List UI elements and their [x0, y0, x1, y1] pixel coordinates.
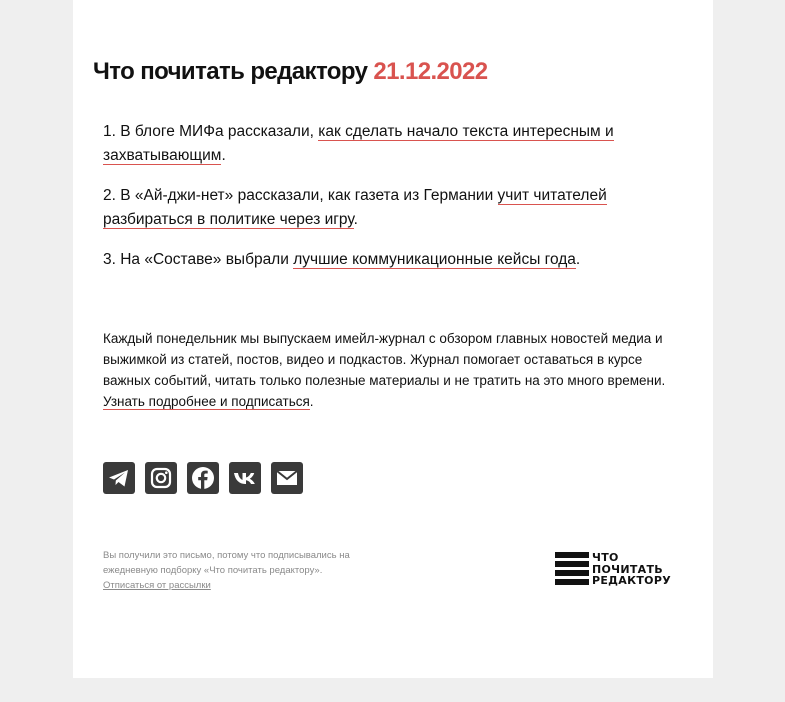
about-paragraph: [103, 328, 688, 412]
social-links: [103, 462, 303, 494]
facebook-icon[interactable]: [187, 462, 219, 494]
item-link[interactable]: учит читателей разбираться в политике через игру: [103, 187, 607, 228]
item-text: 1. В блоге МИФа рассказали,: [103, 123, 319, 140]
logo-line-1: ЧТО: [592, 551, 619, 564]
title-date: 21.12.2022: [373, 58, 488, 85]
item-suffix: .: [353, 211, 358, 228]
list-item: [103, 120, 643, 168]
item-text: 3. На «Составе» выбрали: [103, 251, 294, 268]
footer-text: Вы получили это письмо, потому что подписывались на ежедневную подборку «Что почитать редактору».: [103, 550, 350, 576]
logo-line-2: ПОЧИТАТЬ: [592, 562, 663, 576]
newsletter-card: [73, 0, 713, 678]
list-item: [103, 248, 643, 272]
logo-bars-icon: [555, 552, 589, 586]
footer-note: [103, 548, 378, 593]
page-title: [93, 58, 488, 86]
brand-logo: [555, 552, 685, 588]
vk-icon[interactable]: [229, 462, 261, 494]
logo-text: [592, 552, 671, 587]
item-text: 2. В «Ай-джи-нет» рассказали, как газета из Германии: [103, 187, 498, 204]
list-item: [103, 184, 643, 232]
item-link[interactable]: как сделать начало текста интересным и захватывающим: [103, 123, 614, 164]
instagram-icon[interactable]: [145, 462, 177, 494]
telegram-icon[interactable]: [103, 462, 135, 494]
item-suffix: .: [575, 251, 581, 268]
news-list: [103, 120, 643, 288]
logo-line-3: РЕДАКТОРУ: [592, 574, 671, 587]
unsubscribe-link[interactable]: Отписаться от рассылки: [103, 580, 211, 591]
subscribe-link[interactable]: Узнать подробнее и подписаться: [103, 394, 310, 409]
item-link[interactable]: лучшие коммуникационные кейсы года: [293, 251, 576, 268]
email-icon[interactable]: [271, 462, 303, 494]
title-text: Что почитать редактору: [93, 58, 368, 85]
about-suffix: .: [309, 394, 314, 409]
item-suffix: .: [221, 147, 226, 164]
about-text: Каждый понедельник мы выпускаем имейл-журнал с обзором главных новостей медиа и выжимкой из статей, постов, видео и подкастов. Журнал помогает оставаться в курсе важных событий, читать только полезные материалы и не тратить на это много времени.: [103, 331, 666, 388]
